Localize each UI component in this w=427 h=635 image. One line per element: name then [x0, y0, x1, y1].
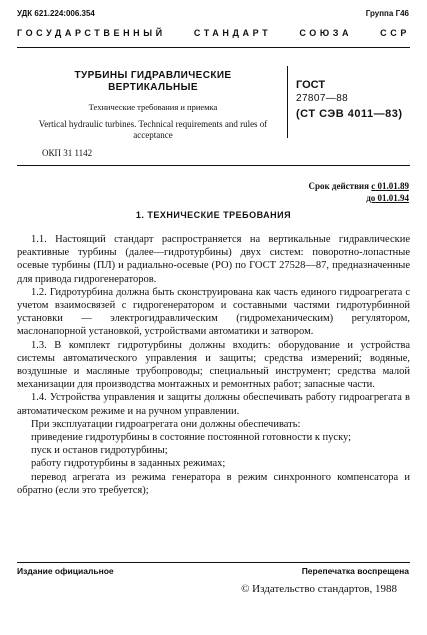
- reprint-note: Перепечатка воспрещена: [301, 566, 409, 576]
- title-separator: [287, 66, 288, 138]
- udk-code: УДК 621.224:006.354: [17, 9, 95, 18]
- copyright-note: © Издательство стандартов, 1988: [241, 583, 397, 595]
- english-title: Vertical hydraulic turbines. Technical requirements and rules of acceptance: [38, 119, 268, 140]
- paragraph: 1.3. В комплект гидротурбины должны входить: оборудование и устройства системы автоматического управления и защиты; средства измерений; водяные, воздушные и масляные трубопроводы; специальный инструмент; средства малой механизации для производства монтажных и ремонтных работ; запасные части.: [17, 339, 410, 391]
- gost-number: 27807—88: [296, 93, 349, 104]
- section-body: [17, 233, 410, 497]
- st-sev-number: (СТ СЭВ 4011—83): [296, 108, 403, 120]
- footer-divider: [17, 562, 410, 563]
- paragraph: При эксплуатации гидроагрегата они должны обеспечивать:: [31, 418, 301, 430]
- validity-from: [371, 181, 409, 191]
- title-block: [28, 70, 278, 141]
- group-code: Группа Г46: [365, 9, 409, 18]
- paragraph: 1.2. Гидротурбина должна быть сконструирована как часть единого гидроагрегата с учетом взаимосвязей с гидрогенератором и составными частями гидротурбинной установки — электрогидравлическим (гидромеханическим) регулятором, маслонапорной установкой, устройствами автоматики и затвором.: [17, 286, 410, 338]
- list-item: приведение гидротурбины в состояние постоянной готовности к пуску;: [31, 432, 352, 444]
- list-item: пуск и останов гидротурбины;: [31, 445, 168, 457]
- validity-to: [366, 193, 409, 203]
- paragraph: 1.1. Настоящий стандарт распространяется на вертикальные гидравлические реактивные турбины (далее—гидротурбины) двух систем: поворотно-лопастные осевые турбины (ПЛ) и радиально-осевые (РО) по ГОСТ 27528—87, предназначенные для привода гидрогенераторов.: [17, 234, 410, 285]
- gost-label: ГОСТ: [296, 79, 326, 91]
- state-standard-banner: ГОСУДАРСТВЕННЫЙ СТАНДАРТ СОЮЗА ССР: [17, 28, 410, 38]
- list-item: работу гидротурбины в заданных режимах;: [31, 458, 226, 470]
- top-divider: [17, 47, 410, 48]
- title-line-1: ТУРБИНЫ ГИДРАВЛИЧЕСКИЕ: [74, 70, 232, 81]
- validity-from-prefix: с: [371, 181, 376, 191]
- validity-from-date: 01.01.89: [377, 181, 409, 191]
- list-item: перевод агрегата из режима генератора в режим синхронного компенсатора и обратно (если это требуется);: [17, 471, 410, 496]
- designation-block: [296, 78, 416, 122]
- section-heading: 1. ТЕХНИЧЕСКИЕ ТРЕБОВАНИЯ: [135, 210, 292, 220]
- middle-divider: [17, 165, 410, 166]
- validity-period: [308, 180, 409, 204]
- edition-note: Издание официальное: [17, 566, 114, 576]
- okp-code: ОКП 31 1142: [42, 148, 93, 158]
- validity-to-prefix: до: [366, 193, 376, 203]
- validity-to-date: 01.01.94: [377, 193, 409, 203]
- paragraph: 1.4. Устройства управления и защиты должны обеспечивать работу гидроагрегата в автоматическом режиме и на ручном управлении.: [17, 392, 410, 417]
- title-line-2: ВЕРТИКАЛЬНЫЕ: [108, 82, 198, 93]
- validity-label: Срок действия: [308, 181, 369, 191]
- subtitle: Технические требования и приемка: [88, 102, 218, 112]
